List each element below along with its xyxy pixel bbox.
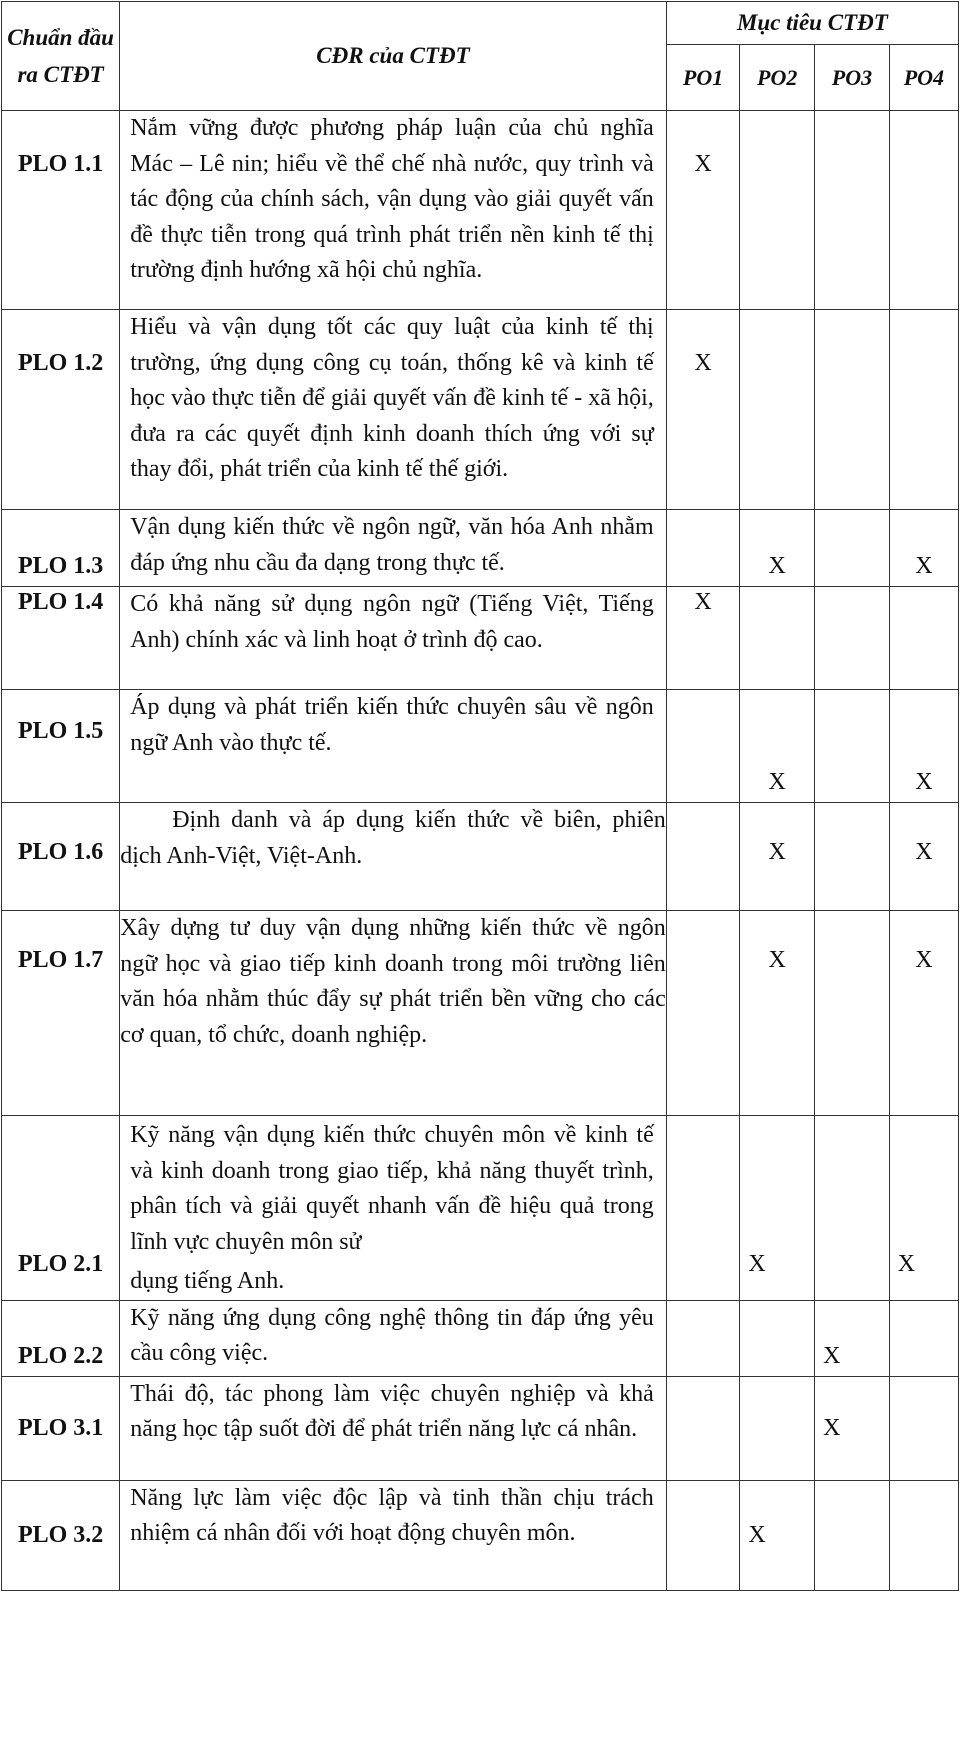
plo-code: PLO 2.1: [2, 1116, 120, 1301]
header-po2: PO2: [740, 45, 815, 111]
header-po3: PO3: [815, 45, 890, 111]
po3-mark: [815, 310, 890, 510]
plo-description: Vận dụng kiến thức về ngôn ngữ, văn hóa Anh nhằm đáp ứng nhu cầu đa dạng trong thực tế.: [120, 510, 667, 587]
po2-mark: X: [740, 911, 815, 1116]
plo-description: [120, 1116, 667, 1301]
table-row: [2, 803, 959, 911]
po2-mark: [740, 310, 815, 510]
po1-mark: [666, 510, 740, 587]
plo-description-text: Kỹ năng vận dụng kiến thức chuyên môn về kinh tế và kinh doanh trong giao tiếp, khả năng thuyết trình, phân tích và giải quyết nhanh vấn đề hiệu quả trong lĩnh vực chuyên môn sử: [130, 1122, 654, 1255]
plo-description: Hiểu và vận dụng tốt các quy luật của kinh tế thị trường, ứng dụng công cụ toán, thống kê và kinh tế học vào thực tiễn để giải quyết vấn đề kinh tế - xã hội, đưa ra các quyết định kinh doanh thích ứng với sự thay đổi, phát triển của kinh tế thế giới.: [120, 310, 667, 510]
po4-mark: [889, 1376, 958, 1480]
po4-mark: X: [889, 911, 958, 1116]
plo-code: PLO 1.7: [2, 911, 120, 1116]
plo-code: PLO 1.1: [2, 111, 120, 310]
po2-mark: X: [740, 1116, 815, 1301]
po1-mark: X: [666, 310, 740, 510]
plo-code: PLO 1.2: [2, 310, 120, 510]
po4-mark: X: [889, 1116, 958, 1301]
po3-mark: [815, 1480, 890, 1590]
po4-mark: X: [889, 803, 958, 911]
po2-mark: X: [740, 510, 815, 587]
po2-mark: [740, 587, 815, 690]
plo-description: [120, 803, 667, 911]
table-row: [2, 1116, 959, 1301]
table-row: [2, 911, 959, 1116]
header-po4: PO4: [889, 45, 958, 111]
plo-description-tail: dụng tiếng Anh.: [130, 1268, 285, 1294]
po4-mark: [889, 1480, 958, 1590]
po3-mark: [815, 1116, 890, 1301]
po3-mark: X: [815, 1300, 890, 1376]
po2-mark: X: [740, 1480, 815, 1590]
header-code: Chuẩn đầu ra CTĐT: [2, 2, 120, 111]
po3-mark: [815, 587, 890, 690]
table-row: [2, 1300, 959, 1376]
plo-description-text: Định danh và áp dụng kiến thức về biên, phiên dịch Anh-Việt, Việt-Anh.: [120, 807, 666, 869]
po3-mark: [815, 510, 890, 587]
header-objectives: Mục tiêu CTĐT: [666, 2, 958, 45]
plo-code: PLO 1.5: [2, 690, 120, 803]
po3-mark: [815, 803, 890, 911]
po1-mark: [666, 1480, 740, 1590]
header-description: CĐR của CTĐT: [120, 2, 667, 111]
po4-mark: [889, 1300, 958, 1376]
plo-code: PLO 2.2: [2, 1300, 120, 1376]
plo-description: Kỹ năng ứng dụng công nghệ thông tin đáp ứng yêu cầu công việc.: [120, 1300, 667, 1376]
po4-mark: [889, 310, 958, 510]
table-row: [2, 1480, 959, 1590]
table-row: [2, 1376, 959, 1480]
plo-description: Nắm vững được phương pháp luận của chủ nghĩa Mác – Lê nin; hiểu về thể chế nhà nước, quy trình và tác động của chính sách, vận dụng vào giải quyết vấn đề thực tiễn trong quá trình phát triển nền kinh tế thị trường định hướng xã hội chủ nghĩa.: [120, 111, 667, 310]
plo-description: Năng lực làm việc độc lập và tinh thần chịu trách nhiệm cá nhân đối với hoạt động chuyên môn.: [120, 1480, 667, 1590]
plo-description: Có khả năng sử dụng ngôn ngữ (Tiếng Việt, Tiếng Anh) chính xác và linh hoạt ở trình độ cao.: [120, 587, 667, 690]
table-row: [2, 111, 959, 310]
plo-code: PLO 3.2: [2, 1480, 120, 1590]
plo-code: PLO 1.6: [2, 803, 120, 911]
plo-code: PLO 3.1: [2, 1376, 120, 1480]
table-row: [2, 310, 959, 510]
plo-description: Thái độ, tác phong làm việc chuyên nghiệp và khả năng học tập suốt đời để phát triển năng lực cá nhân.: [120, 1376, 667, 1480]
plo-description: Xây dựng tư duy vận dụng những kiến thức về ngôn ngữ học và giao tiếp kinh doanh trong môi trường liên văn hóa nhằm thúc đẩy sự phát triển bền vững cho các cơ quan, tổ chức, doanh nghiệp.: [120, 911, 667, 1116]
po2-mark: [740, 111, 815, 310]
po3-mark: X: [815, 1376, 890, 1480]
po1-mark: X: [666, 587, 740, 690]
po4-mark: [889, 111, 958, 310]
header-po1: PO1: [666, 45, 740, 111]
po4-mark: X: [889, 510, 958, 587]
plo-mapping-table: [1, 1, 959, 1591]
po2-mark: [740, 1376, 815, 1480]
po2-mark: X: [740, 803, 815, 911]
po3-mark: [815, 911, 890, 1116]
po2-mark: [740, 1300, 815, 1376]
table-row: [2, 690, 959, 803]
table-row: [2, 510, 959, 587]
po4-mark: [889, 587, 958, 690]
plo-code: PLO 1.3: [2, 510, 120, 587]
po1-mark: [666, 911, 740, 1116]
po1-mark: [666, 1376, 740, 1480]
plo-description: Áp dụng và phát triển kiến thức chuyên sâu về ngôn ngữ Anh vào thực tế.: [120, 690, 667, 803]
po1-mark: [666, 1300, 740, 1376]
po1-mark: [666, 690, 740, 803]
po3-mark: [815, 690, 890, 803]
table-row: [2, 587, 959, 690]
po4-mark: X: [889, 690, 958, 803]
po1-mark: [666, 803, 740, 911]
po2-mark: X: [740, 690, 815, 803]
po1-mark: X: [666, 111, 740, 310]
po1-mark: [666, 1116, 740, 1301]
plo-code: PLO 1.4: [2, 587, 120, 690]
po3-mark: [815, 111, 890, 310]
